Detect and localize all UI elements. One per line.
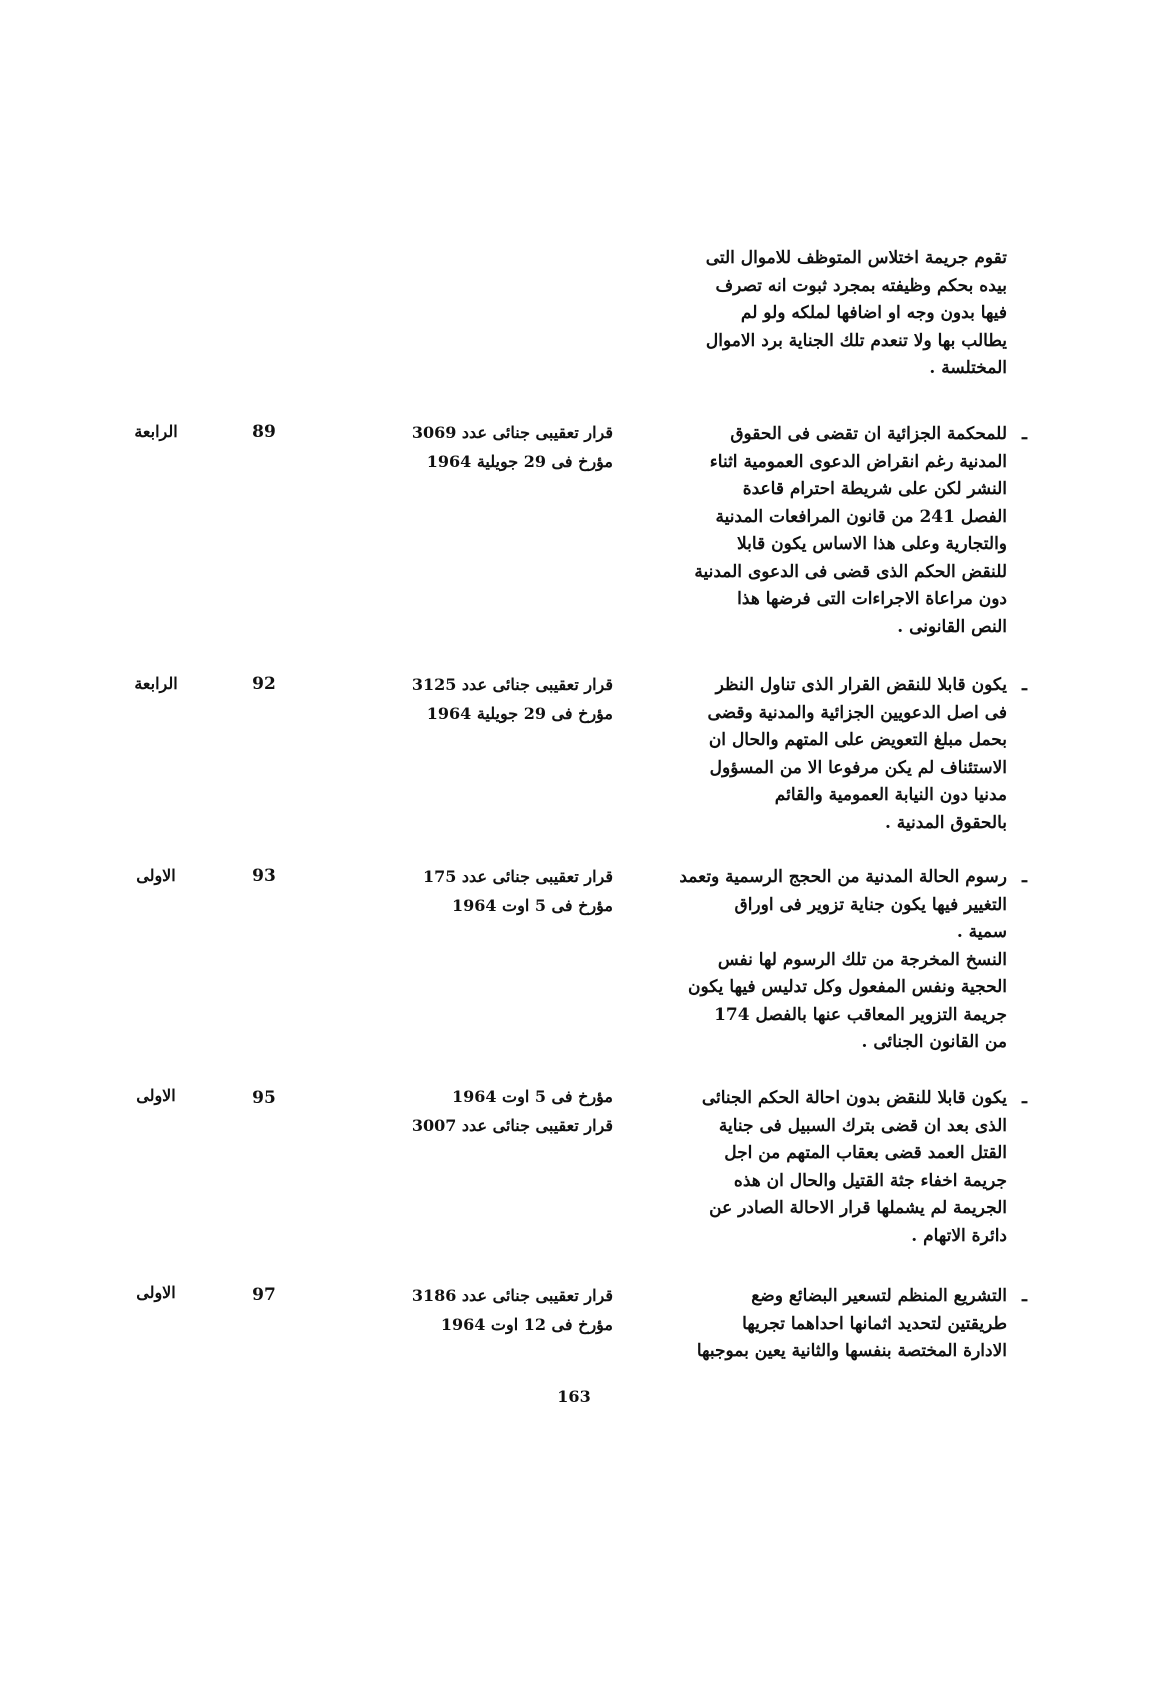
summary-line: الاستئناف لم يكن مرفوعا الا من المسؤول [709,757,1007,778]
summary-line: الادارة المختصة بنفسها والثانية يعين بموجبها [696,1341,1007,1361]
summary-line: المدنية رغم انقراض الدعوى العمومية اثناء [709,451,1007,472]
entry-4-page: 95 [252,1088,276,1108]
entry-5-page: 97 [252,1285,276,1305]
entry-bullet-dash: ـ [1022,1088,1027,1108]
summary-line: بحمل مبلغ التعويض على المتهم والحال ان [708,730,1007,750]
summary-line: والتجارية وعلى هذا الاساس يكون قابلا [737,534,1007,554]
intro-line: تقوم جريمة اختلاس المتوظف للاموال التى [705,248,1007,268]
intro-line: بيده بحكم وظيفته بمجرد ثبوت انه تصرف [715,275,1007,296]
reference-line: قرار تعقيبى جنائى عدد 3186 [411,1286,613,1305]
entry-1-page: 89 [252,422,276,442]
reference-line: مؤرخ فى 29 جويلية 1964 [426,452,613,471]
summary-line: دائرة الاتهام . [911,1225,1007,1246]
page-number: 163 [557,1387,591,1406]
summary-line: سمية . [956,922,1007,942]
summary-extra-line: النسخ المخرجة من تلك الرسوم لها نفس [717,949,1007,970]
reference-line: قرار تعقيبى جنائى عدد 3125 [411,675,613,694]
entry-bullet-dash: ـ [1022,1286,1027,1306]
summary-line: التشريع المنظم لتسعير البضائع وضع [751,1286,1007,1306]
entry-4-chamber: الاولى [136,1086,176,1105]
summary-line: بالحقوق المدنية . [884,812,1007,833]
summary-line: دون مراعاة الاجراءات التى فرضها هذا [737,589,1007,609]
summary-line: للنقض الحكم الذى قضى فى الدعوى المدنية [694,561,1007,582]
summary-line: النشر لكن على شريطة احترام قاعدة [742,479,1007,499]
entry-2-page: 92 [252,674,276,694]
entry-4-reference [333,1082,613,1140]
reference-line: مؤرخ فى 29 جويلية 1964 [426,704,613,723]
summary-line: النص القانونى . [897,616,1007,637]
intro-line: المختلسة . [929,358,1007,378]
summary-line: فى اصل الدعويين الجزائية والمدنية وقضى [707,702,1007,723]
entry-3-reference [333,862,613,920]
entry-4-summary [642,1085,1027,1250]
summary-extra-line: من القانون الجنائى . [861,1032,1007,1052]
entry-5-chamber: الاولى [136,1283,176,1302]
entry-1-chamber: الرابعة [134,422,178,441]
summary-line: الفصل 241 من قانون المرافعات المدنية [715,506,1007,527]
entry-bullet-dash: ـ [1022,424,1027,444]
entry-bullet-dash: ـ [1022,675,1027,695]
intro-line: فيها بدون وجه او اضافها لملكه ولو لم [740,303,1007,323]
summary-line: للمحكمة الجزائية ان تقضى فى الحقوق [730,424,1007,444]
summary-line: جريمة اخفاء جثة القتيل والحال ان هذه [733,1170,1007,1191]
summary-line: يكون قابلا للنقض بدون احالة الحكم الجنائى [701,1088,1007,1108]
summary-line: التغيير فيها يكون جناية تزوير فى اوراق [734,894,1007,915]
entry-3-page: 93 [252,866,276,886]
entry-3-summary [642,864,1027,1057]
summary-line: رسوم الحالة المدنية من الحجج الرسمية وتعمد [679,867,1007,887]
summary-line: مدنيا دون النيابة العمومية والقائم [774,785,1007,805]
summary-line: طريقتين لتحديد اثمانها احداهما تجريها [742,1313,1007,1334]
summary-line: يكون قابلا للنقض القرار الذى تناول النظر [715,675,1007,695]
entry-1-summary [642,421,1027,641]
entry-2-chamber: الرابعة [134,674,178,693]
entry-5-reference [333,1281,613,1339]
summary-line: القتل العمد قضى بعقاب المتهم من اجل [724,1143,1007,1163]
summary-extra-line: الحجية ونفس المفعول وكل تدليس فيها يكون [688,977,1007,997]
summary-extra-line: جريمة التزوير المعاقب عنها بالفصل 174 [714,1004,1007,1025]
reference-line: مؤرخ فى 5 اوت 1964 [451,1087,613,1106]
entry-2-summary [642,672,1027,837]
reference-line: قرار تعقيبى جنائى عدد 3007 [411,1116,613,1135]
summary-line: الذى بعد ان قضى بترك السبيل فى جناية [718,1115,1007,1136]
summary-line: الجريمة لم يشملها قرار الاحالة الصادر عن [709,1198,1007,1218]
reference-line: قرار تعقيبى جنائى عدد 3069 [411,423,613,442]
entry-2-reference [333,670,613,728]
entry-3-chamber: الاولى [136,866,176,885]
reference-line: مؤرخ فى 12 اوت 1964 [440,1315,613,1334]
intro-paragraph [642,245,1007,383]
entry-bullet-dash: ـ [1022,867,1027,887]
entry-1-reference [333,418,613,476]
entry-5-summary [642,1283,1027,1366]
intro-line: يطالب بها ولا تنعدم تلك الجناية برد الاموال [705,330,1007,351]
reference-line: قرار تعقيبى جنائى عدد 175 [422,867,613,886]
reference-line: مؤرخ فى 5 اوت 1964 [451,896,613,915]
